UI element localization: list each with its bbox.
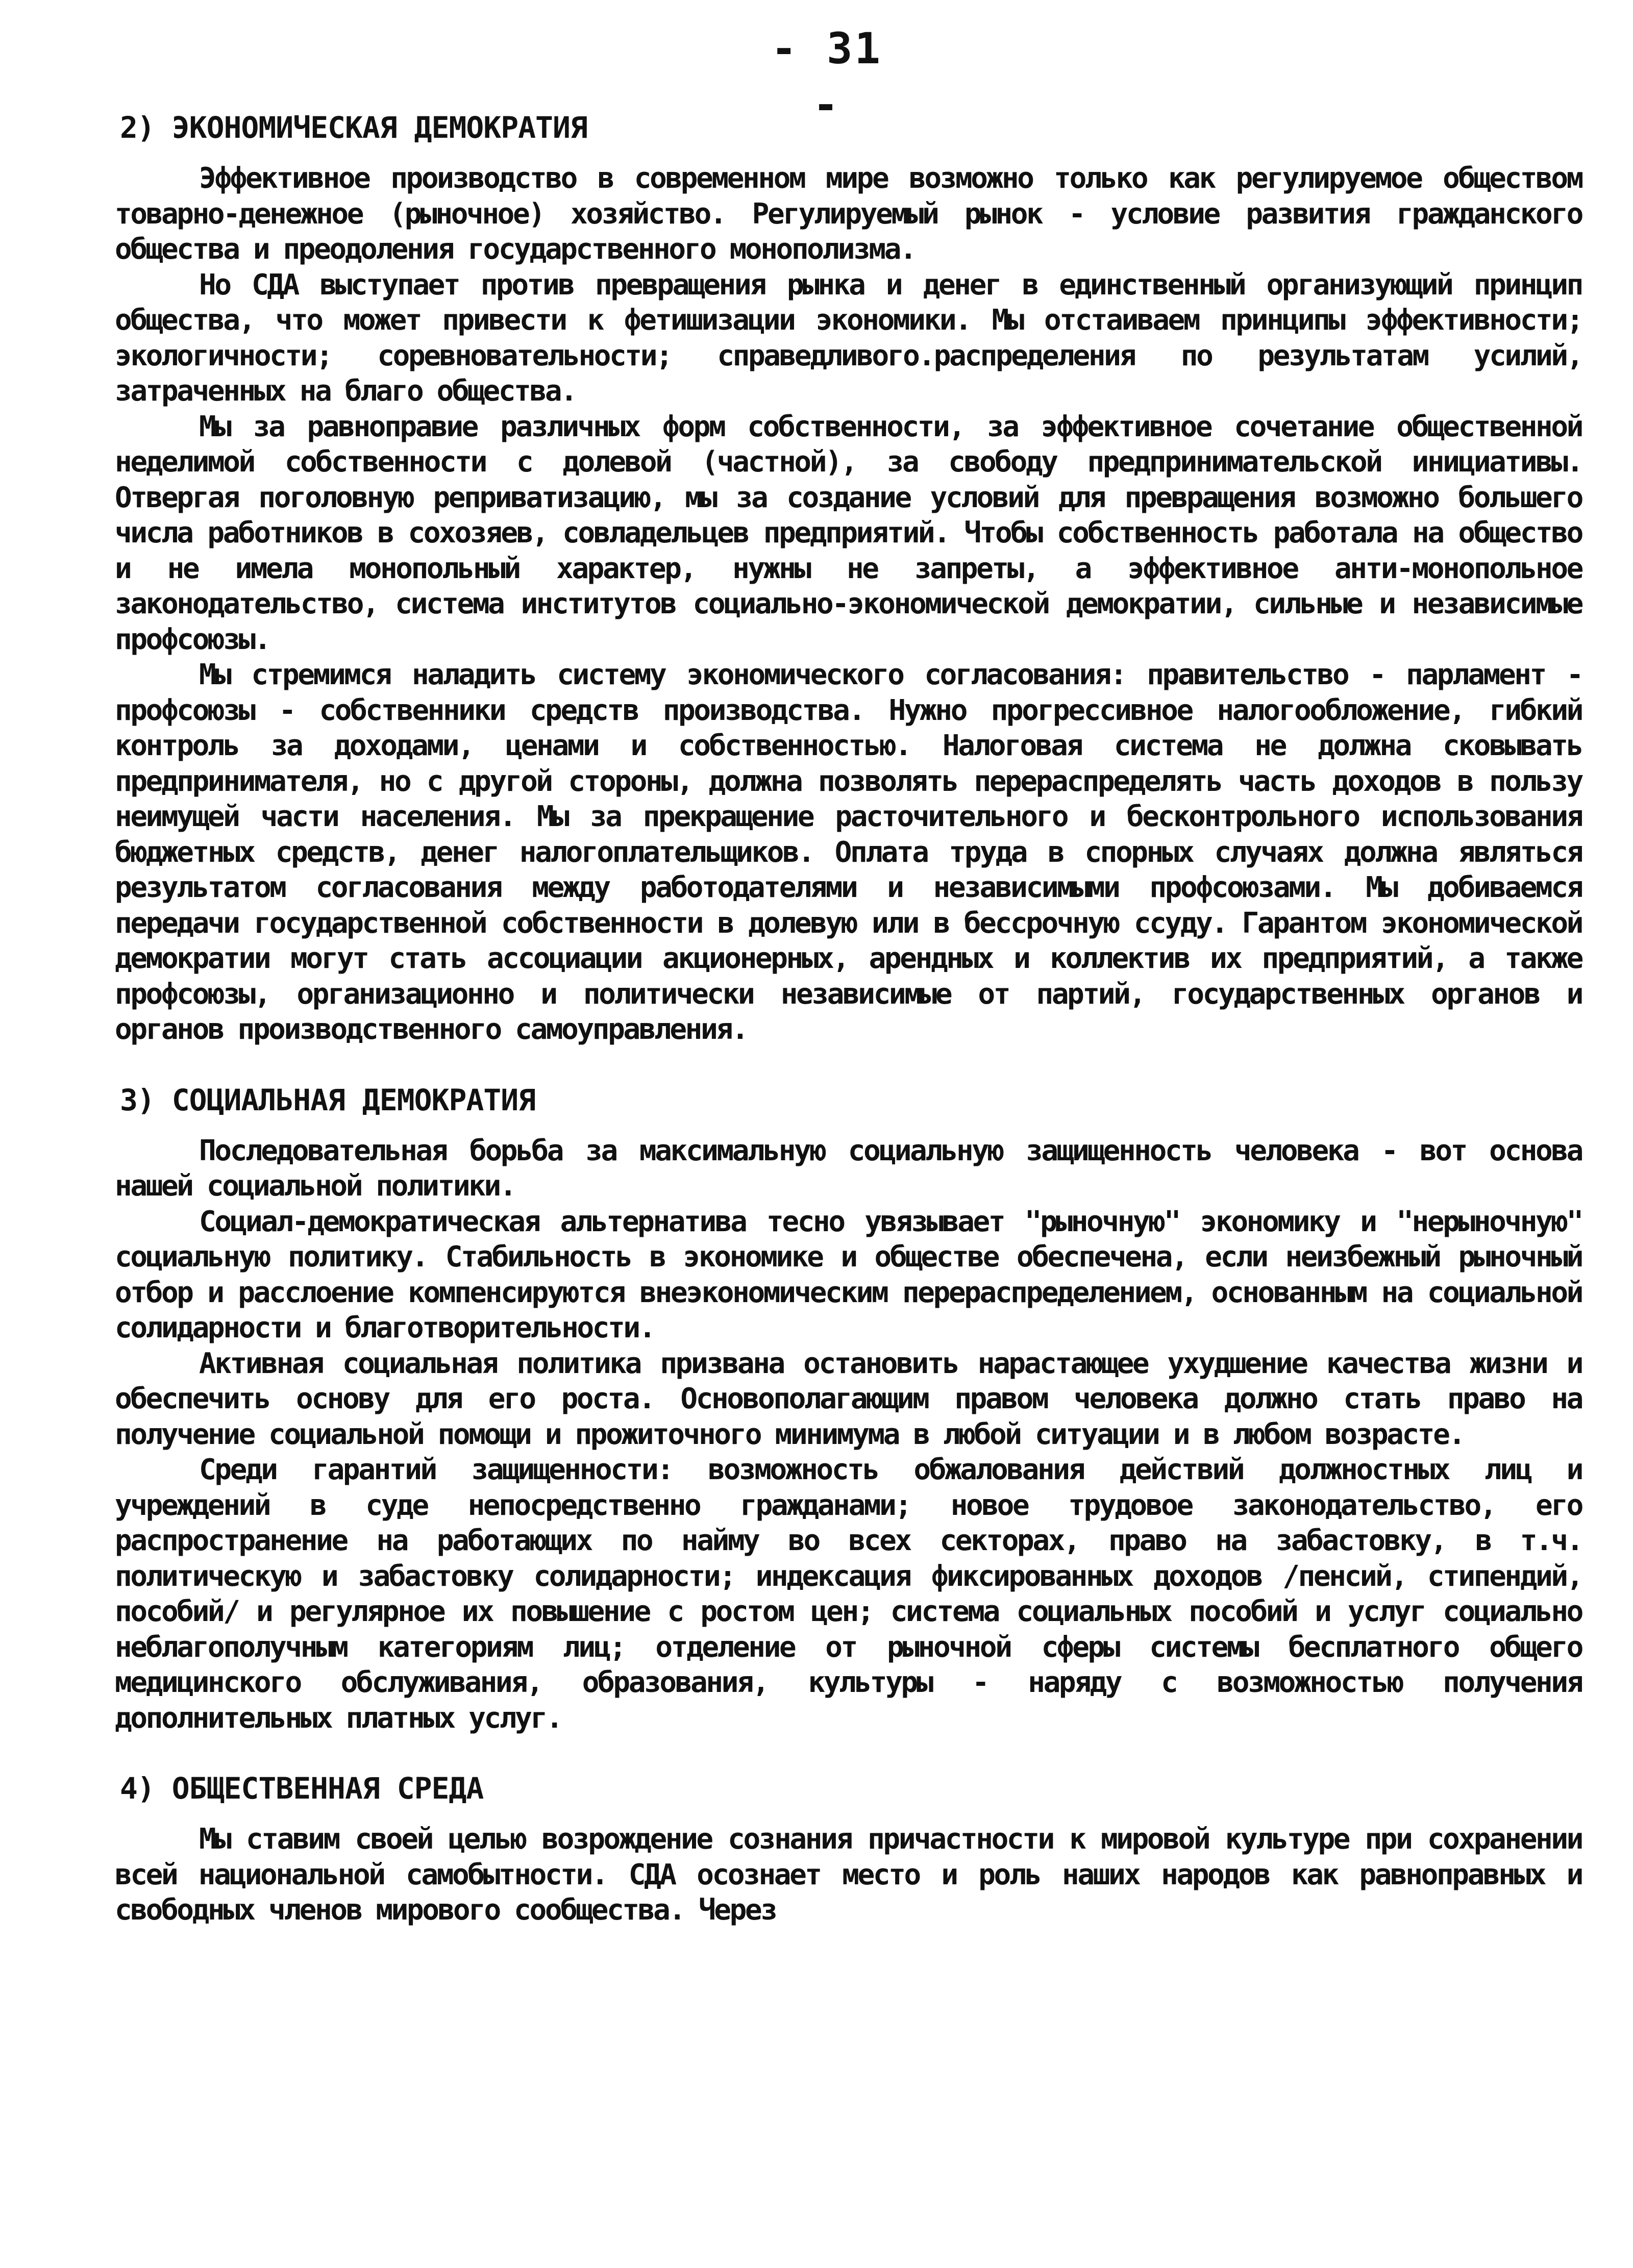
paragraph: Но СДА выступает против превращения рынка и денег в единственный организующий принцип общества, что может привести к фетишизации экономики. Мы отстаиваем принципы эффективности; экологичности; соревновательности; справедливого.распределения по результатам усилий, затраченных на благо общества. xyxy=(115,268,1582,408)
section-economic-democracy xyxy=(115,105,1582,1048)
section-public-environment xyxy=(115,1765,1582,1928)
section-heading: 2) ЭКОНОМИЧЕСКАЯ ДЕМОКРАТИЯ xyxy=(120,110,587,145)
section-social-democracy xyxy=(115,1077,1582,1736)
section-heading: 4) ОБЩЕСТВЕННАЯ СРЕДА xyxy=(120,1771,484,1806)
section-heading: 3) СОЦИАЛЬНАЯ ДЕМОКРАТИЯ xyxy=(120,1082,536,1117)
paragraph: Активная социальная политика призвана остановить нарастающее ухудшение качества жизни и обеспечить основу для его роста. Основополагающим правом человека должно стать право на получение социальной помощи и прожиточного минимума в любой ситуации и в любом возрасте. xyxy=(115,1347,1582,1451)
paragraph: Мы ставим своей целью возрождение сознания причастности к мировой культуре при сохранении всей национальной самобытности. СДА осознает место и роль наших народов как равноправных и свободных членов мирового сообщества. Через xyxy=(115,1823,1582,1927)
page-number: - 31 - xyxy=(771,23,883,130)
paragraph: Мы стремимся наладить систему экономического согласования: правительство - парламент - профсоюзы - собственники средств производства. Нужно прогрессивное налогообложение, гибкий контроль за доходами, ценами и собственностью. Налоговая система не должна сковывать предпринимателя, но с другой стороны, должна позволять перераспределять часть доходов в пользу неимущей части населения. Мы за прекращение расточительного и бесконтрольного использования бюджетных средств, денег налогоплательщиков. Оплата труда в спорных случаях должна являться результатом согласования между работодателями и независимыми профсоюзами. Мы добиваемся передачи государственной собственности в долевую или в бессрочную ссуду. Гарантом экономической демократии могут стать ассоциации акционерных, арендных и коллектив их предприятий, а также профсоюзы, организационно и политически независимые от партий, государственных органов и органов производственного самоуправления. xyxy=(115,658,1582,1046)
paragraph: Последовательная борьба за максимальную социальную защищенность человека - вот основа нашей социальной политики. xyxy=(115,1134,1582,1203)
paragraph: Эффективное производство в современном мире возможно только как регулируемое обществом товарно-денежное (рыночное) хозяйство. Регулируемый рынок - условие развития гражданского общества и преодоления государственного монополизма. xyxy=(115,162,1582,266)
paragraph: Социал-демократическая альтернатива тесно увязывает "рыночную" экономику и "нерыночную" социальную политику. Стабильность в экономике и обществе обеспечена, если неизбежный рыночный отбор и расслоение компенсируются внеэкономическим перераспределением, основанным на социальной солидарности и благотворительности. xyxy=(115,1205,1582,1344)
paragraph: Среди гарантий защищенности: возможность обжалования действий должностных лиц и учреждений в суде непосредственно гражданами; новое трудовое законодательство, его распространение на работающих по найму во всех секторах, право на забастовку, в т.ч. политическую и забастовку солидарности; индексация фиксированных доходов /пенсий, стипендий, пособий/ и регулярное их повышение с ростом цен; система социальных пособий и услуг социально неблагополучным категориям лиц; отделение от рыночной сферы системы бесплатного общего медицинского обслуживания, образования, культуры - наряду с возможностью получения дополнительных платных услуг. xyxy=(115,1453,1582,1735)
document-body xyxy=(115,105,1582,1928)
paragraph: Мы за равноправие различных форм собственности, за эффективное сочетание общественной неделимой собственности с долевой (частной), за свободу предпринимательской инициативы. Отвергая поголовную реприватизацию, мы за создание условий для превращения возможно большего числа работников в сохозяев, совладельцев предприятий. Чтобы собственность работала на общество и не имела монопольный характер, нужны не запреты, а эффективное анти-монопольное законодательство, система институтов социально-экономической демократии, сильные и независимые профсоюзы. xyxy=(115,410,1582,656)
